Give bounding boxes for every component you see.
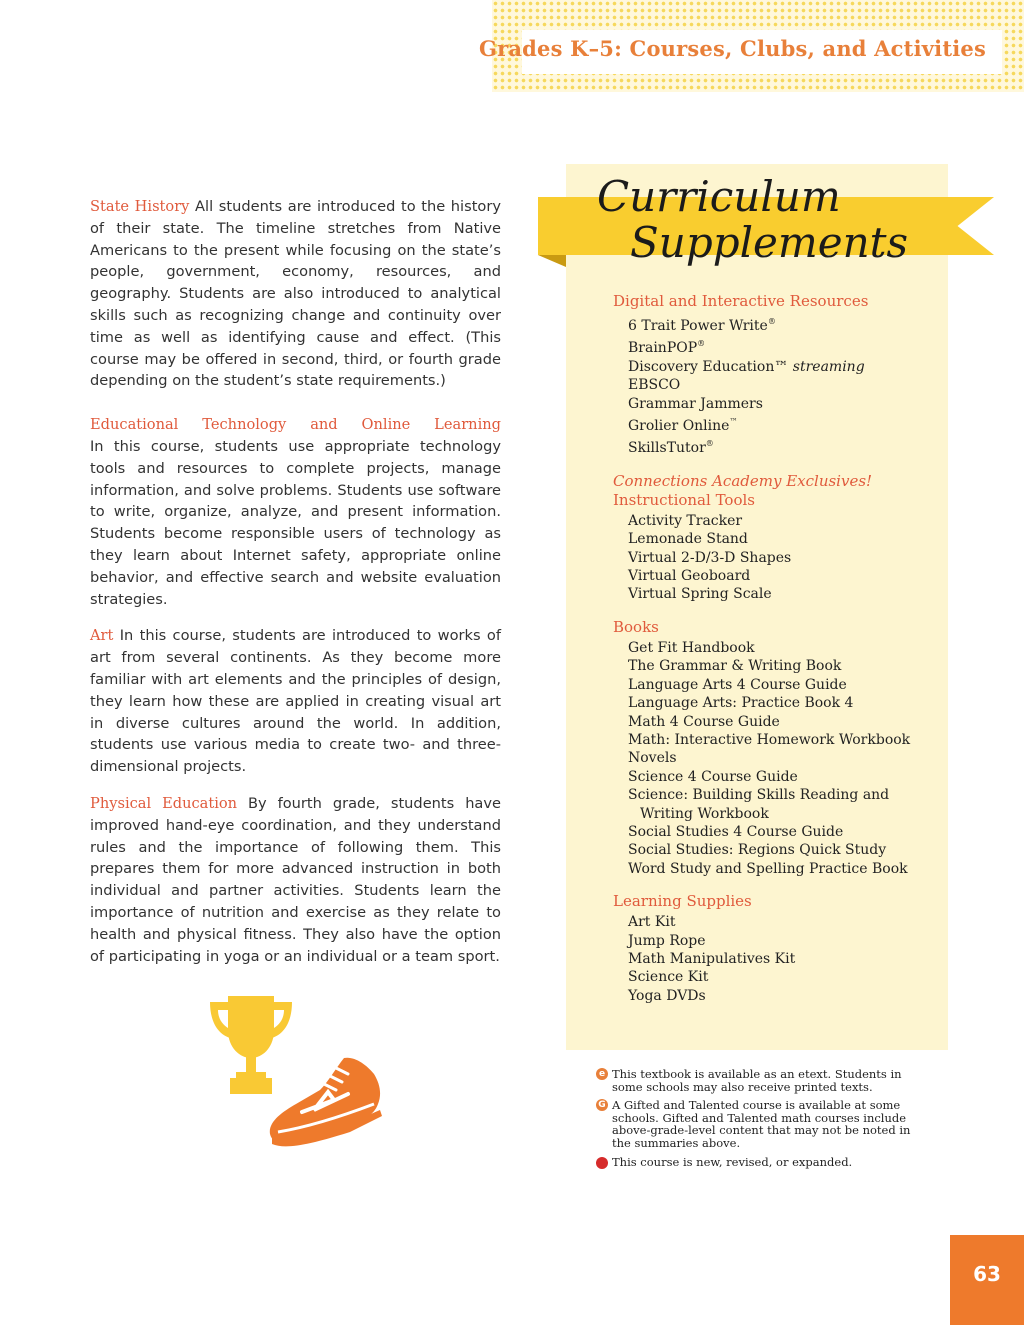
list-item: Social Studies: Regions Quick Study bbox=[628, 842, 887, 859]
list-item: Science Kit bbox=[628, 969, 709, 986]
footnote-text: This textbook is available as an etext. Students in some schools may also receive printed texts. bbox=[612, 1067, 902, 1094]
books-list bbox=[628, 639, 943, 878]
red-dot-icon bbox=[596, 1157, 608, 1169]
course-text: All students are introduced to the history of their state. The timeline stretches from Native Americans to the present while focusing on the state’s people, government, economy, resources, and geography. Students are also introduced to analytical skills such as recognizing change and continuity over time as well as identifying cause and effect. (This course may be offered in second, third, or fourth grade depending on the student’s state requirements.) bbox=[90, 198, 501, 390]
list-item-continued: Writing Workbook bbox=[640, 805, 769, 822]
list-item: The Grammar & Writing Book bbox=[628, 658, 842, 675]
list-item: Virtual 2-D/3-D Shapes bbox=[628, 549, 792, 566]
course-physical-education bbox=[90, 793, 501, 967]
list-item: BrainPOP® bbox=[628, 339, 706, 357]
ribbon-fold bbox=[538, 255, 566, 267]
sneaker-icon bbox=[262, 1052, 386, 1152]
section-learning-supplies bbox=[613, 892, 943, 1005]
resource-list bbox=[628, 313, 943, 458]
section-digital-resources bbox=[613, 292, 943, 458]
course-state-history bbox=[90, 196, 501, 392]
list-item: Activity Tracker bbox=[628, 512, 743, 529]
section-title: Learning Supplies bbox=[613, 892, 752, 911]
list-item: Language Arts 4 Course Guide bbox=[628, 676, 847, 693]
section-kicker: Connections Academy Exclusives! bbox=[613, 471, 873, 490]
list-item: Math: Interactive Homework Workbook bbox=[628, 731, 911, 748]
course-text: By fourth grade, students have improved hand-eye coordination, and they understand rules and the importance of following them. This prepares them for more advanced instruction in both individual and partner activities. Students learn the importance of nutrition and exercise as they relate to health and physical fitness. They also have the option of participating in yoga or an individual or a team sport. bbox=[90, 794, 501, 965]
course-text: In this course, students use appropriate technology tools and resources to complete projects, manage information, and solve problems. Students use software to write, organize, analyze, and present information. Students become responsible users of technology as they learn about Internet safety, appropriate online behavior, and effective search and website evaluation strategies. bbox=[90, 437, 501, 608]
list-item: EBSCO bbox=[628, 377, 681, 394]
list-item: Discovery Education™ streaming bbox=[628, 358, 865, 375]
list-item: Lemonade Stand bbox=[628, 531, 748, 548]
page-number: 63 bbox=[973, 1262, 1001, 1286]
supplements-title-line1: Curriculum bbox=[597, 172, 841, 221]
section-title: Instructional Tools bbox=[613, 490, 755, 509]
list-item: Art Kit bbox=[628, 914, 676, 931]
supplements-title-line2: Supplements bbox=[630, 218, 909, 267]
supplements-list bbox=[613, 292, 943, 1005]
course-art bbox=[90, 625, 501, 778]
list-item: Social Studies 4 Course Guide bbox=[628, 823, 844, 840]
list-item: Science 4 Course Guide bbox=[628, 768, 798, 785]
list-item: Virtual Geoboard bbox=[628, 568, 751, 585]
section-title: Digital and Interactive Resources bbox=[613, 292, 869, 310]
list-item: Get Fit Handbook bbox=[628, 639, 755, 656]
list-item: Grolier Online™ bbox=[628, 417, 738, 435]
list-item: Math 4 Course Guide bbox=[628, 713, 780, 730]
section-title: Books bbox=[613, 617, 659, 636]
footnote-text: This course is new, revised, or expanded. bbox=[612, 1154, 853, 1169]
gifted-badge-icon: G bbox=[596, 1099, 608, 1111]
page-title: Grades K–5: Courses, Clubs, and Activities bbox=[478, 36, 986, 61]
list-item: Virtual Spring Scale bbox=[628, 586, 772, 603]
etext-badge-icon: e bbox=[596, 1068, 608, 1080]
course-educational-technology bbox=[90, 414, 501, 610]
course-title: Physical Education bbox=[90, 794, 238, 812]
supplies-list bbox=[628, 913, 943, 1005]
list-item: SkillsTutor® bbox=[628, 439, 714, 457]
footnote-text: A Gifted and Talented course is available at some schools. Gifted and Talented math courses include above-grade-level content that may not be noted in the summaries above. bbox=[612, 1098, 911, 1150]
course-descriptions bbox=[90, 196, 501, 967]
list-item: Jump Rope bbox=[628, 932, 706, 949]
footnote-gifted bbox=[596, 1099, 916, 1149]
list-item: Word Study and Spelling Practice Book bbox=[628, 860, 908, 877]
tools-list bbox=[628, 512, 943, 604]
list-item: Novels bbox=[628, 750, 677, 767]
list-item: Language Arts: Practice Book 4 bbox=[628, 695, 854, 712]
section-instructional-tools bbox=[613, 472, 943, 604]
course-title: Art bbox=[90, 627, 114, 645]
list-item: Grammar Jammers bbox=[628, 395, 763, 412]
list-item: Math Manipulatives Kit bbox=[628, 950, 796, 967]
list-item: Science: Building Skills Reading and bbox=[628, 787, 890, 804]
course-text: In this course, students are introduced to works of art from several continents. As they become more familiar with art elements and the principles of design, they learn how these are applied in creating visual art in diverse cultures around the world. In addition, students use various media to create two- and three-dimensional projects. bbox=[90, 627, 501, 776]
course-title: Educational Technology and Online Learning bbox=[90, 416, 501, 434]
section-books bbox=[613, 618, 943, 878]
course-title: State History bbox=[90, 198, 190, 215]
footnote-etext bbox=[596, 1068, 916, 1093]
footnote-new-course bbox=[596, 1156, 916, 1169]
list-item: Yoga DVDs bbox=[628, 987, 706, 1004]
footnotes bbox=[596, 1068, 916, 1168]
list-item: 6 Trait Power Write® bbox=[628, 317, 776, 334]
